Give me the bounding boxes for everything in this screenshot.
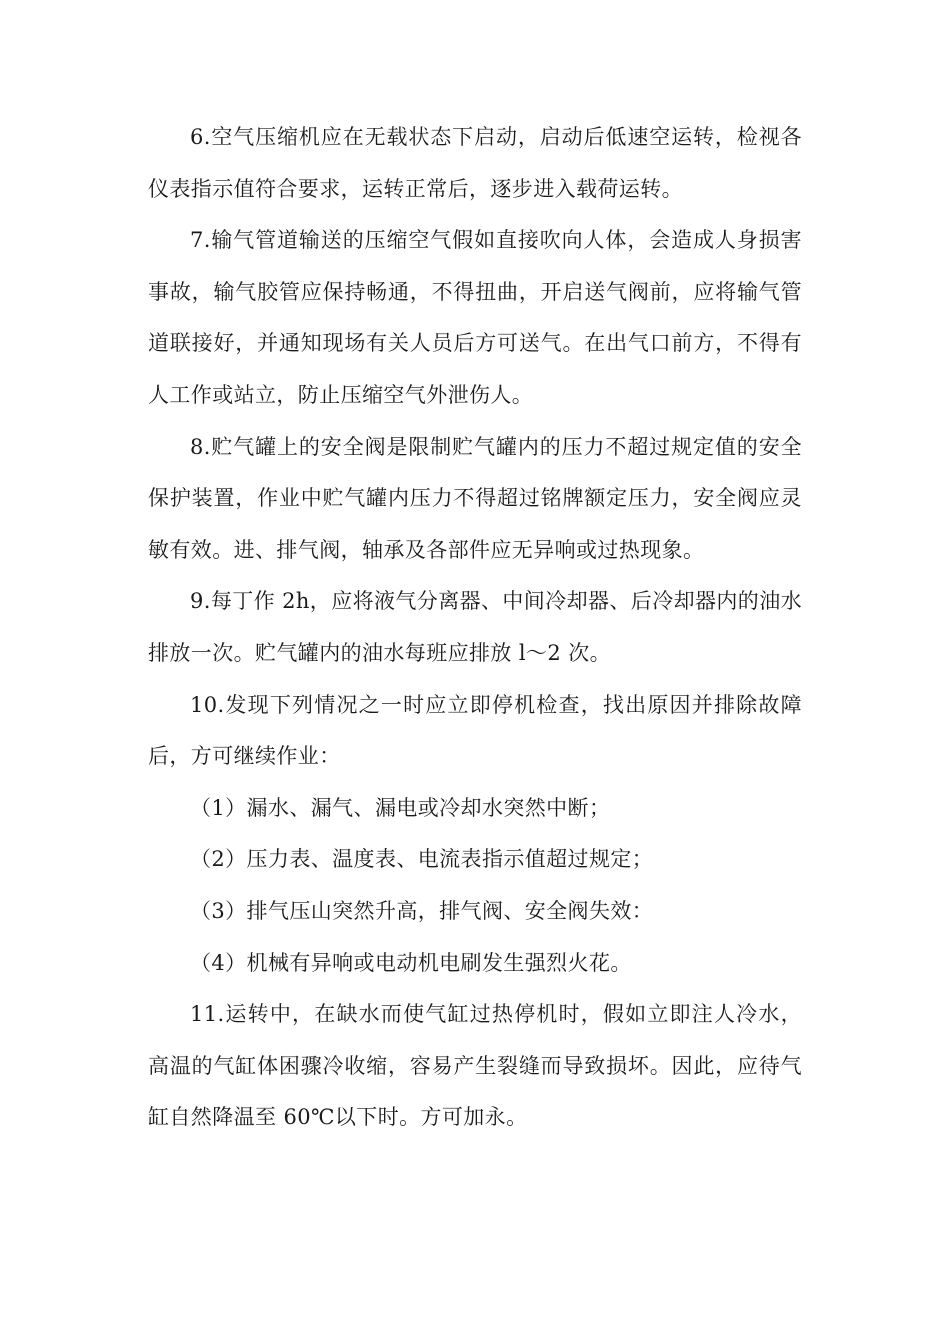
document-body	[148, 112, 802, 1144]
list-item-3: （3）排气压山突然升高，排气阀、安全阀失效：	[190, 898, 654, 923]
list-item-4: （4）机械有异响或电动机电刷发生强烈火花。	[190, 950, 632, 975]
paragraph-10: 10.发现下列情况之一时应立即停机检查，找出原因并排除故障后，方可继续作业：	[148, 692, 802, 769]
paragraph-11: 11.运转中，在缺水而使气缸过热停机时，假如立即注人冷水，高温的气缸体困骤冷收缩，容易产生裂缝而导致损坏。因此，应待气缸自然降温至 60℃以下时。方可加永。	[148, 1002, 802, 1130]
list-item-2: （2）压力表、温度表、电流表指示值超过规定；	[190, 847, 654, 872]
paragraph-9: 9.每丁作 2h，应将液气分离器、中间冷却器、后冷却器内的油水排放一次。贮气罐内的油水每班应排放 l～2 次。	[148, 589, 802, 665]
paragraph-7: 7.输气管道输送的压缩空气假如直接吹向人体，会造成人身损害事故，输气胶管应保持畅通，不得扭曲，开启送气阀前，应将输气管道联接好，并通知现场有关人员后方可送气。在出气口前方，不得有人工作或站立，防止压缩空气外泄伤人。	[148, 228, 802, 407]
list-item-1: （1）漏水、漏气、漏电或冷却水突然中断；	[190, 795, 611, 820]
paragraph-8: 8.贮气罐上的安全阀是限制贮气罐内的压力不超过规定值的安全保护装置，作业中贮气罐内压力不得超过铭牌额定压力，安全阀应灵敏有效。进、排气阀，轴承及各部件应无异响或过热现象。	[148, 434, 802, 562]
paragraph-6: 6.空气压缩机应在无载状态下启动，启动后低速空运转，检视各仪表指示值符合要求，运转正常后，逐步进入载荷运转。	[148, 125, 802, 201]
